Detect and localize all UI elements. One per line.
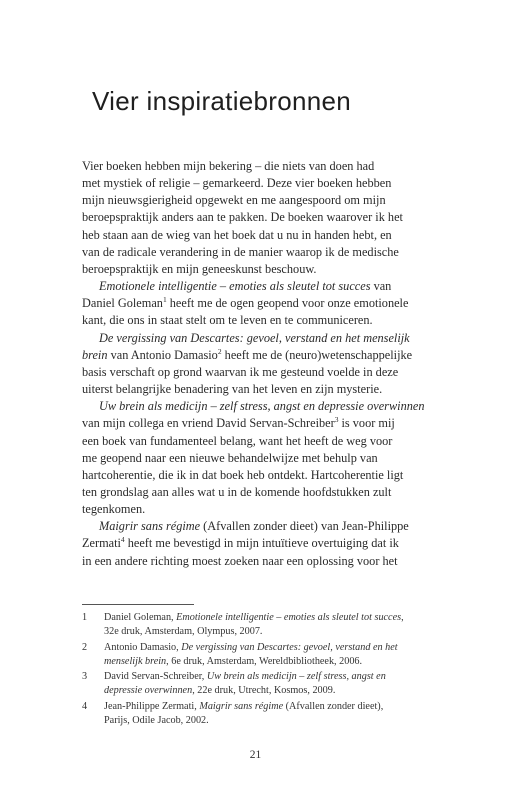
text-line: ten grondslag aan alles wat u in de komende hoofdstukken zult [82, 484, 392, 499]
text-line: heb staan aan de wieg van het boek dat u nu in handen hebt, en [82, 227, 392, 242]
footnote-number: 1 [82, 612, 88, 623]
text-line: beroepspraktijk en mijn geneeskunst beschouw. [82, 261, 317, 276]
footnote-number: 2 [82, 641, 88, 653]
book-title-uw-brein: Uw brein als medicijn – zelf stress, angst en depressie overwinnen [99, 399, 425, 414]
footnote-line [104, 684, 452, 698]
text-fragment: van [370, 279, 392, 294]
text-line: basis verschaft op grond waarvan ik me gesteund voelde in deze [82, 364, 399, 379]
text-line: mijn nieuwsgierigheid opgewekt en me aangespoord om mijn [82, 193, 386, 208]
text-line: Vier boeken hebben mijn bekering – die niets van doen had [82, 159, 375, 173]
text-line [82, 535, 442, 552]
footnote-4 [82, 700, 452, 728]
footnote-book-title: menselijk brein [104, 655, 167, 667]
paragraph-3 [82, 330, 442, 399]
page-number: 21 [249, 749, 262, 761]
text-fragment: (Afvallen zonder dieet) van Jean-Philippe [200, 519, 409, 534]
text-line: van de radicale verandering in de manier waarop ik de medische [82, 244, 399, 259]
text-line [82, 518, 442, 535]
footnote-line: 32e druk, Amsterdam, Olympus, 2007. [104, 626, 263, 637]
text-fragment: Zermati [82, 536, 121, 551]
text-line: kant, die ons in staat stelt om te leven en te communiceren. [82, 313, 373, 328]
book-title-descartes: De vergissing van Descartes: gevoel, verstand en het menselijk [99, 330, 410, 345]
text-fragment: Daniel Goleman [82, 296, 163, 311]
paragraph-1 [82, 158, 442, 278]
footnotes [82, 611, 452, 729]
text-line: uiterst belangrijke benadering van het leven en zijn mysterie. [82, 382, 383, 397]
footnote-ref-2: 2 [217, 346, 222, 356]
text-line [82, 415, 442, 432]
book-title-maigrir: Maigrir sans régime [99, 519, 201, 534]
text-line [82, 330, 442, 347]
footnote-number: 3 [82, 671, 88, 682]
footnote-2 [82, 641, 452, 669]
text-fragment: David Servan-Schreiber, [104, 671, 207, 682]
paragraph-2 [82, 278, 442, 329]
text-fragment: heeft me bevestigd in mijn intuïtieve overtuiging dat ik [124, 536, 399, 551]
text-fragment: heeft me de (neuro)wetenschappelijke [221, 347, 413, 362]
text-fragment: , 22e druk, Utrecht, Kosmos, 2009. [192, 685, 336, 696]
text-line: in een andere richting moest zoeken naar een oplossing voor het [82, 553, 398, 568]
footnote-ref-3: 3 [334, 415, 339, 425]
text-line: hartcoherentie, die ik in dat boek heb ontdekt. Hartcoherentie ligt [82, 467, 404, 482]
text-fragment: van mijn collega en vriend David Servan-Schreiber [82, 416, 335, 431]
footnote-book-title: Maigrir sans régime [199, 700, 284, 712]
text-line: met mystiek of religie – gemarkeerd. Deze vier boeken hebben [82, 176, 392, 191]
book-title-descartes-cont: brein [82, 347, 108, 362]
text-fragment: Daniel Goleman, [104, 612, 177, 623]
footnote-line [104, 641, 452, 655]
text-line: een boek van fundamenteel belang, want het heeft de weg voor [82, 433, 393, 448]
body-text [82, 158, 442, 570]
text-line [82, 278, 442, 295]
book-title-emotionele-intelligentie: Emotionele intelligentie – emoties als sleutel tot succes [99, 279, 371, 294]
text-line [82, 398, 442, 415]
footnote-divider [82, 604, 194, 605]
paragraph-4 [82, 398, 442, 518]
text-fragment: Antonio Damasio, [104, 641, 182, 653]
paragraph-5 [82, 518, 442, 569]
footnote-book-title: Emotionele intelligentie – emoties als sleutel tot succes [176, 612, 402, 623]
footnote-1 [82, 611, 452, 639]
text-line: tegenkomen. [82, 502, 146, 517]
text-line: beroepspraktijk anders aan te pakken. De boeken waarover ik het [82, 210, 403, 225]
footnote-line [104, 611, 452, 625]
text-fragment: Jean-Philippe Zermati, [104, 700, 200, 712]
footnote-line: Parijs, Odile Jacob, 2002. [104, 714, 209, 726]
footnote-number: 4 [82, 700, 88, 712]
footnote-ref-1: 1 [162, 295, 167, 305]
text-fragment: (Afvallen zonder dieet), [283, 700, 384, 712]
footnote-book-title: De vergissing van Descartes: gevoel, verstand en het [181, 641, 398, 653]
footnote-3 [82, 670, 452, 698]
text-fragment: van Antonio Damasio [107, 347, 218, 362]
footnote-line [104, 700, 452, 714]
text-fragment: , 6e druk, Amsterdam, Wereldbibliotheek, 2006. [166, 655, 363, 667]
footnote-line [104, 655, 452, 669]
footnote-book-title: depressie overwinnen [104, 685, 193, 696]
chapter-title: Vier inspiratiebronnen [92, 86, 352, 116]
text-fragment: heeft me de ogen geopend voor onze emotionele [166, 296, 409, 311]
text-line: me geopend naar een nieuwe behandelwijze met behulp van [82, 450, 378, 465]
text-line [82, 295, 442, 312]
text-line [82, 347, 442, 364]
text-fragment: is voor mij [338, 416, 395, 431]
text-fragment: , [401, 612, 404, 623]
footnote-book-title: Uw brein als medicijn – zelf stress, angst en [206, 671, 386, 682]
footnote-line [104, 670, 452, 684]
footnote-ref-4: 4 [120, 535, 125, 545]
